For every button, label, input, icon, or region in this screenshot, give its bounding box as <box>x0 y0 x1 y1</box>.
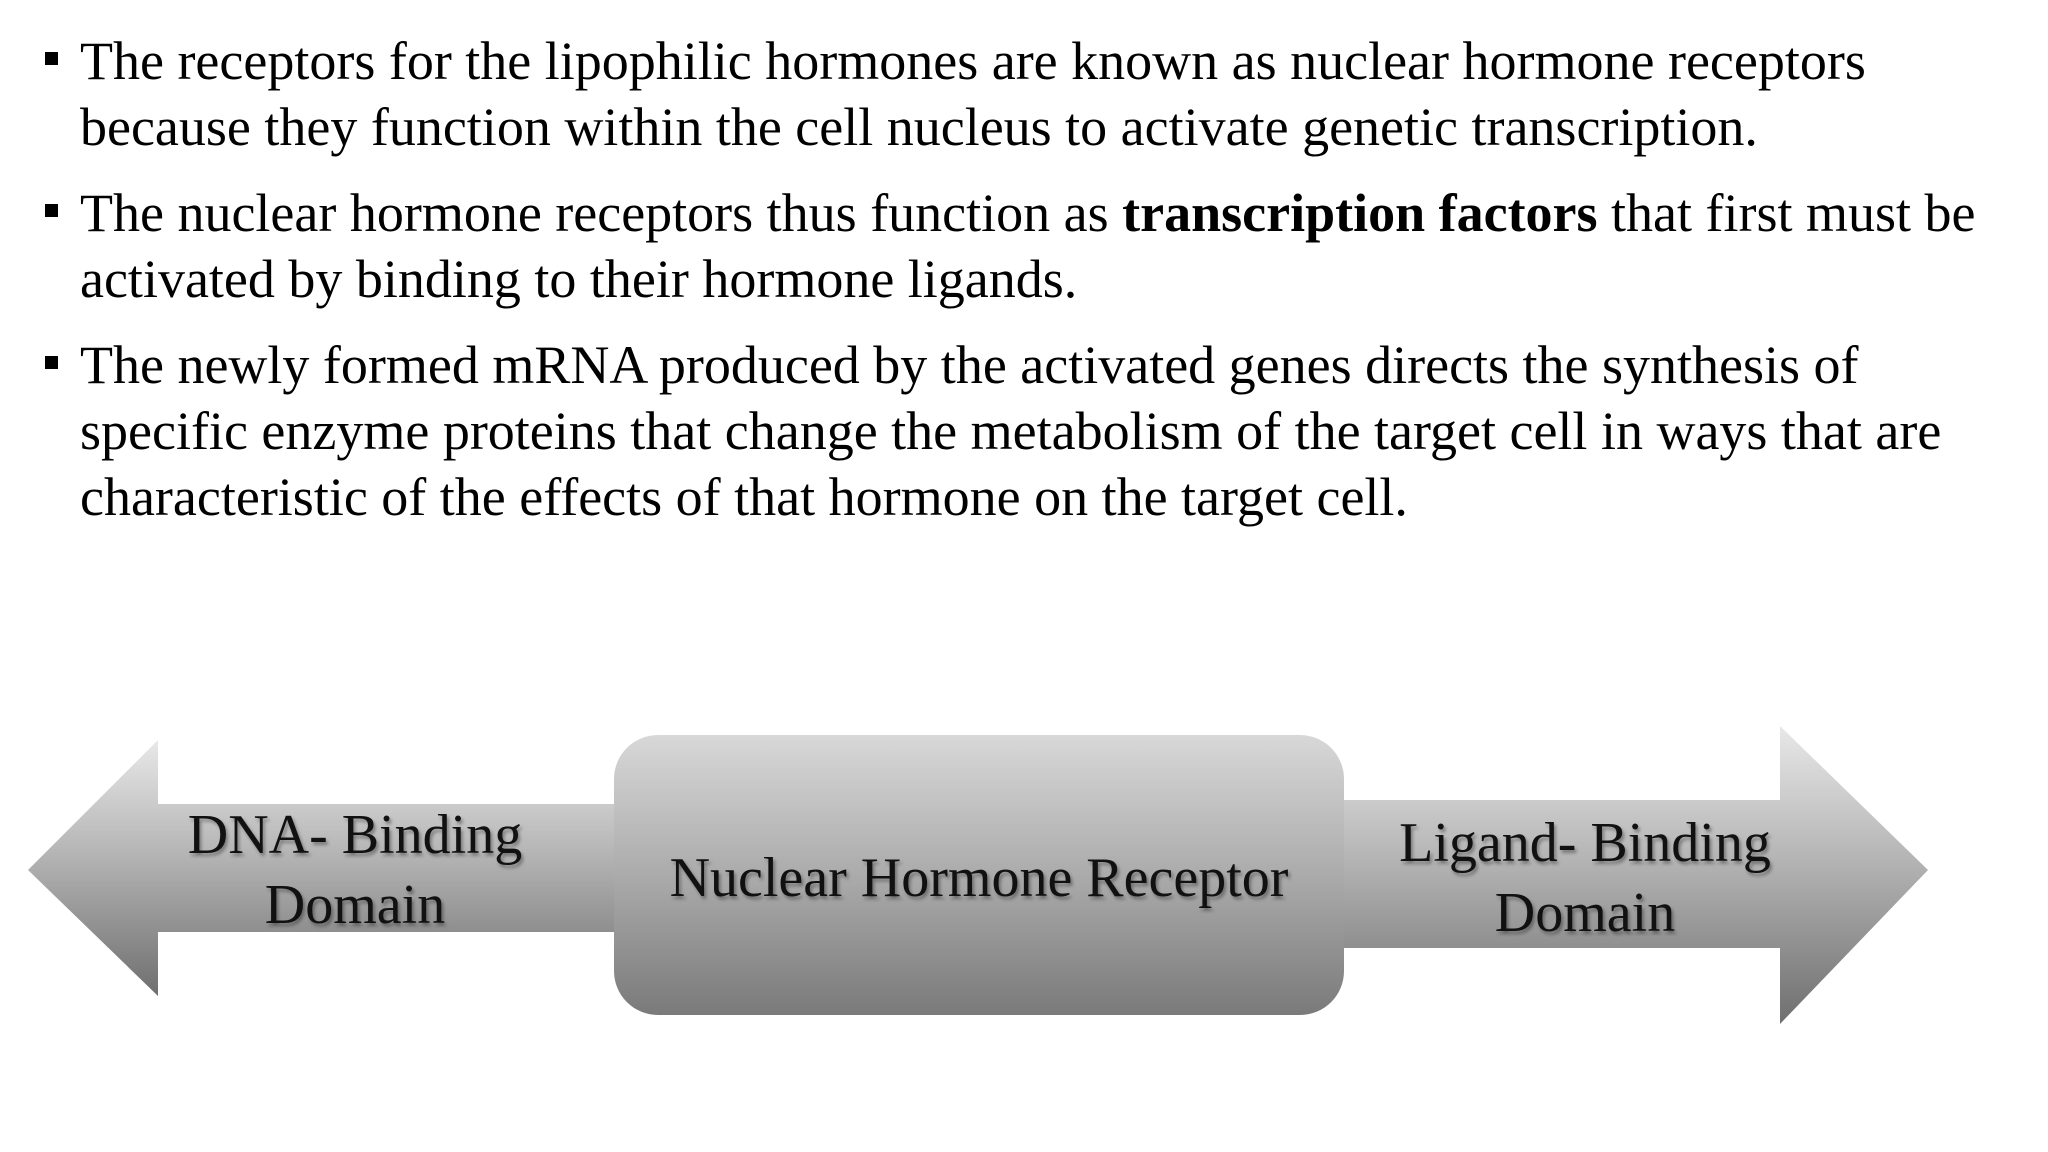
bullet-text-continued: that first must be activated by binding to their hormone ligands. <box>80 183 1976 309</box>
bullet-text: The newly formed mRNA produced by the activated genes directs the synthesis of specific enzyme proteins that change the metabolism of the target cell in ways that are characteristic of the effects of that hormone on the target cell. <box>80 335 1942 527</box>
dna-binding-domain-text: DNA- Binding Domain <box>187 804 523 936</box>
dna-binding-domain-label <box>150 800 560 940</box>
ligand-binding-domain-text: Ligand- Binding Domain <box>1399 812 1771 944</box>
bullet-text: The receptors for the lipophilic hormones are known as nuclear hormone receptors because they function within the cell nucleus to activate genetic transcription. <box>80 31 1866 157</box>
bullet-text: The nuclear hormone receptors thus function as <box>80 183 1123 243</box>
ligand-binding-domain-label <box>1360 808 1810 948</box>
nuclear-hormone-receptor-label: Nuclear Hormone Receptor <box>669 847 1289 909</box>
bullet-bold-term: transcription factors <box>1122 183 1598 243</box>
